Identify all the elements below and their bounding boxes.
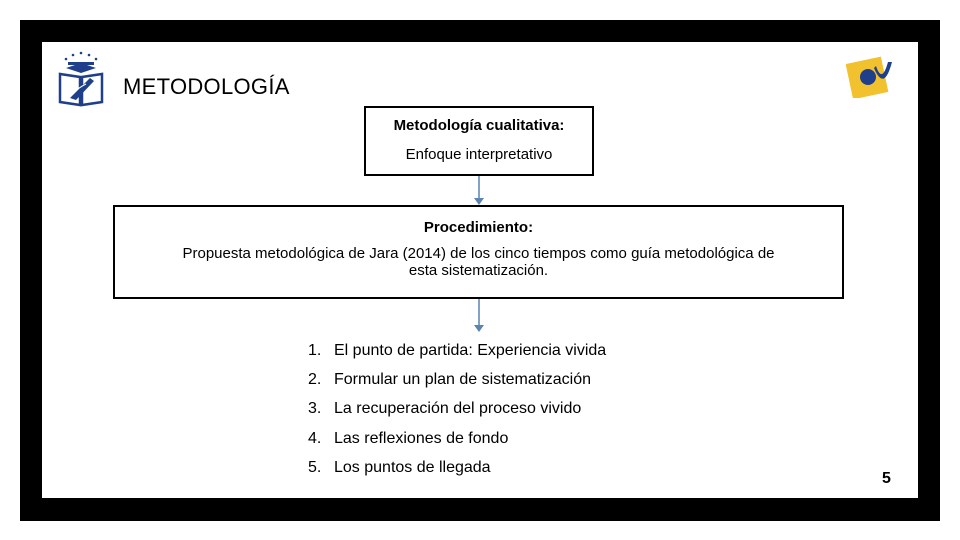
arrow-down-icon	[473, 299, 485, 333]
procedure-text-line-2: esta sistematización.	[408, 262, 549, 279]
page-title: METODOLOGÍA	[123, 74, 290, 99]
steps-list	[308, 336, 606, 482]
method-box	[364, 106, 594, 176]
step-number: 2.	[308, 370, 322, 388]
step-number: 5.	[308, 458, 322, 476]
step-number: 3.	[308, 400, 322, 418]
step-number: 4.	[308, 429, 322, 447]
list-item	[308, 365, 606, 394]
method-heading: Metodología cualitativa:	[393, 117, 565, 134]
list-item	[308, 453, 606, 482]
step-label: Las reflexiones de fondo	[334, 429, 509, 447]
step-number: 1.	[308, 341, 322, 359]
institution-logo-icon	[846, 54, 898, 98]
procedure-text-line-1: Propuesta metodológica de Jara (2014) de los cinco tiempos como guía metodológica de	[182, 245, 775, 262]
list-item	[308, 395, 606, 424]
step-label: El punto de partida: Experiencia vivida	[334, 341, 607, 359]
university-book-logo-icon	[56, 50, 106, 108]
list-item	[308, 336, 606, 365]
step-label: Los puntos de llegada	[334, 458, 491, 476]
step-label: La recuperación del proceso vivido	[334, 400, 582, 418]
step-label: Formular un plan de sistematización	[334, 370, 592, 388]
procedure-text	[115, 245, 842, 279]
page-number: 5	[882, 470, 891, 487]
procedure-heading: Procedimiento:	[423, 219, 534, 236]
procedure-box	[113, 205, 844, 299]
list-item	[308, 424, 606, 453]
method-text: Enfoque interpretativo	[405, 146, 553, 163]
arrow-down-icon	[473, 176, 485, 206]
